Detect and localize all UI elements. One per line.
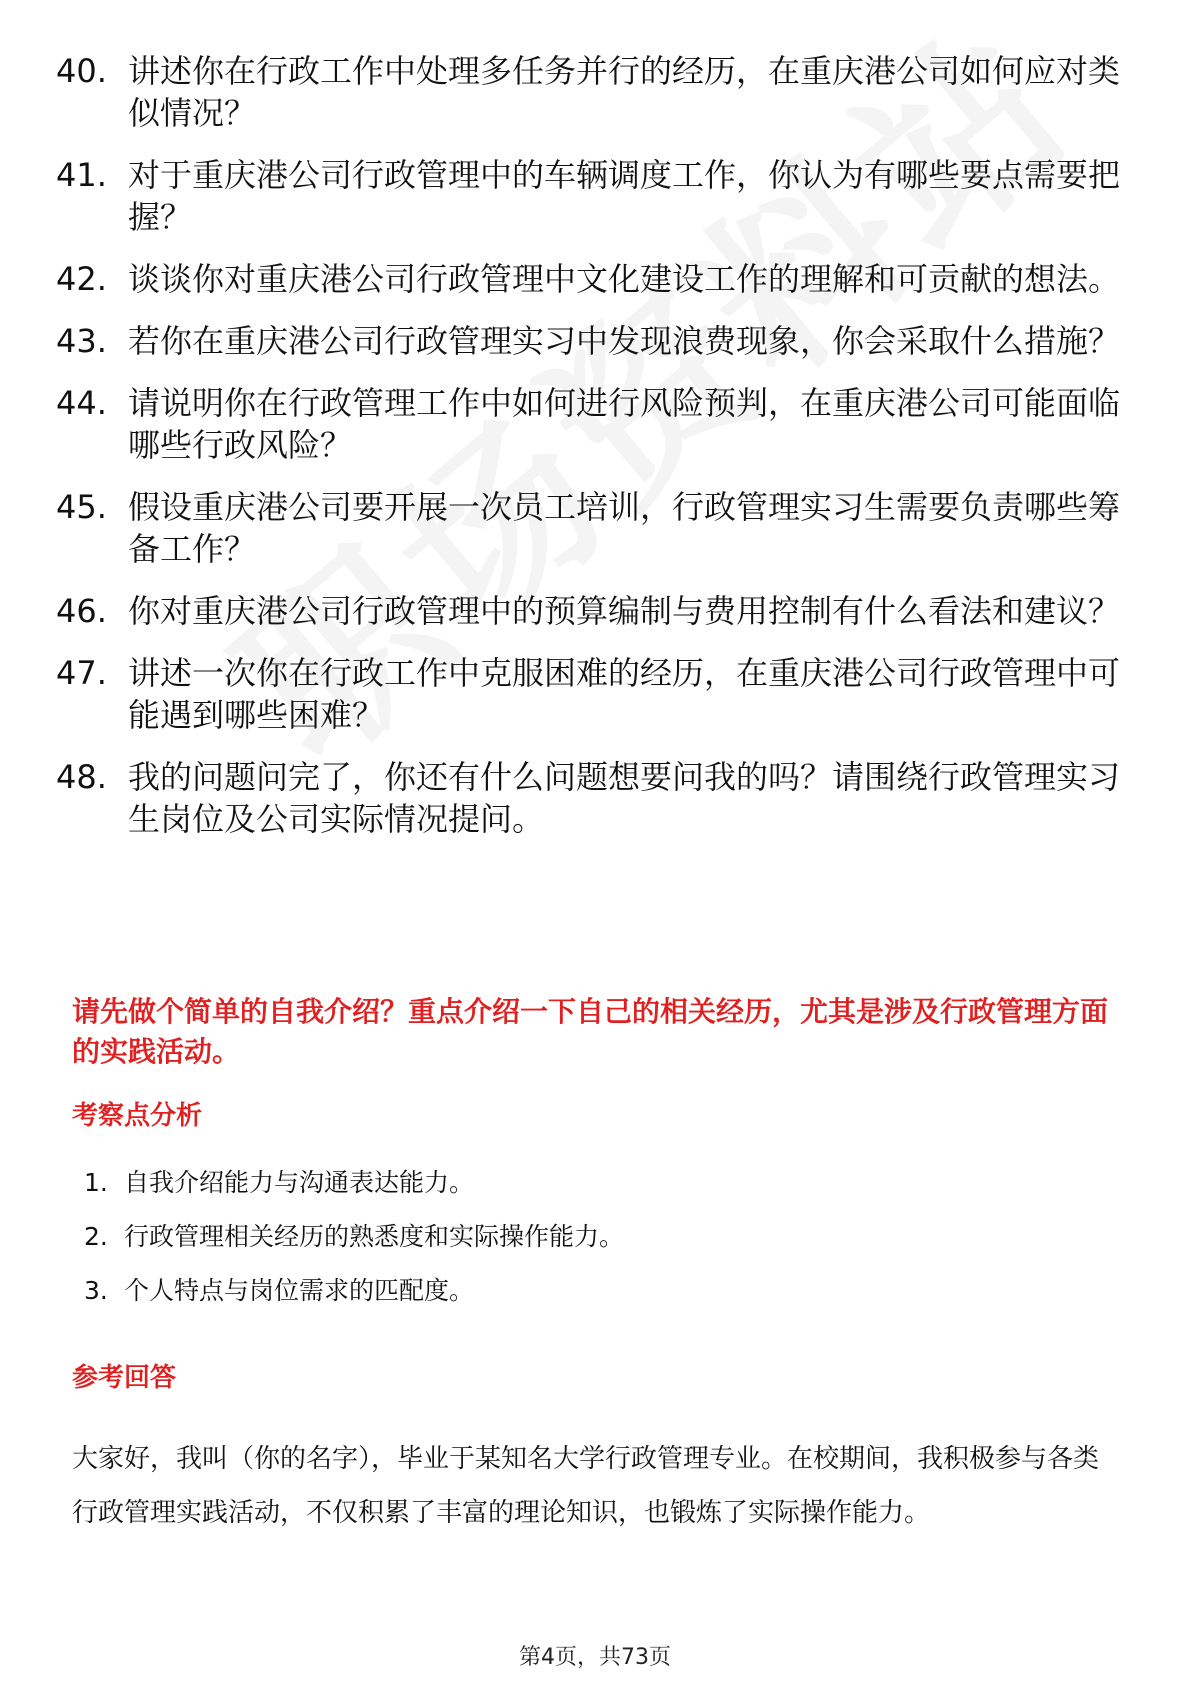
question-item [56,320,1131,362]
question-item [56,590,1131,632]
question-text: 若你在重庆港公司行政管理实习中发现浪费现象，你会采取什么措施？ [128,322,1121,360]
question-item [56,154,1131,238]
question-number: 48. [56,758,107,796]
point-number: 3. [84,1276,108,1305]
point-text: 个人特点与岗位需求的匹配度。 [124,1276,475,1305]
analysis-point-list [84,1166,1084,1328]
question-text: 讲述你在行政工作中处理多任务并行的经历，在重庆港公司如何应对类似情况？ [128,52,1121,132]
question-text: 请说明你在行政管理工作中如何进行风险预判，在重庆港公司可能面临哪些行政风险？ [128,384,1121,464]
point-number: 2. [84,1222,108,1251]
question-item [56,382,1131,466]
question-number: 41. [56,156,107,194]
point-number: 1. [84,1168,108,1197]
question-item [56,50,1131,134]
question-text: 谈谈你对重庆港公司行政管理中文化建设工作的理解和可贡献的想法。 [128,260,1121,298]
question-number: 44. [56,384,107,422]
question-number: 46. [56,592,107,630]
question-text: 你对重庆港公司行政管理中的预算编制与费用控制有什么看法和建议？ [128,592,1121,630]
question-text: 讲述一次你在行政工作中克服困难的经历，在重庆港公司行政管理中可能遇到哪些困难？ [128,654,1121,734]
analysis-point [84,1220,1084,1254]
reference-answer: 大家好，我叫（你的名字），毕业于某知名大学行政管理专业。在校期间，我积极参与各类行政管理实践活动，不仅积累了丰富的理论知识，也锻炼了实际操作能力。 [72,1444,1100,1528]
question-text: 对于重庆港公司行政管理中的车辆调度工作，你认为有哪些要点需要把握？ [128,156,1121,236]
question-item [56,258,1131,300]
question-item [56,756,1131,840]
point-text: 自我介绍能力与沟通表达能力。 [124,1168,475,1197]
page-footer: 第4页，共73页 [519,1645,671,1670]
question-item [56,652,1131,736]
analysis-point [84,1274,1084,1308]
question-number: 40. [56,52,107,90]
analysis-heading: 考察点分析 [72,1101,203,1131]
question-text: 假设重庆港公司要开展一次员工培训，行政管理实习生需要负责哪些筹备工作？ [128,488,1121,568]
question-number: 42. [56,260,107,298]
reference-heading: 参考回答 [72,1363,177,1393]
question-number: 43. [56,322,107,360]
question-number: 45. [56,488,107,526]
question-item [56,486,1131,570]
question-list [56,50,1131,860]
point-text: 行政管理相关经历的熟悉度和实际操作能力。 [124,1222,625,1251]
main-question: 请先做个简单的自我介绍？重点介绍一下自己的相关经历，尤其是涉及行政管理方面的实践活动。 [72,995,1109,1068]
question-number: 47. [56,654,107,692]
analysis-point [84,1166,1084,1200]
question-text: 我的问题问完了，你还有什么问题想要问我的吗？请围绕行政管理实习生岗位及公司实际情况提问。 [128,758,1121,838]
